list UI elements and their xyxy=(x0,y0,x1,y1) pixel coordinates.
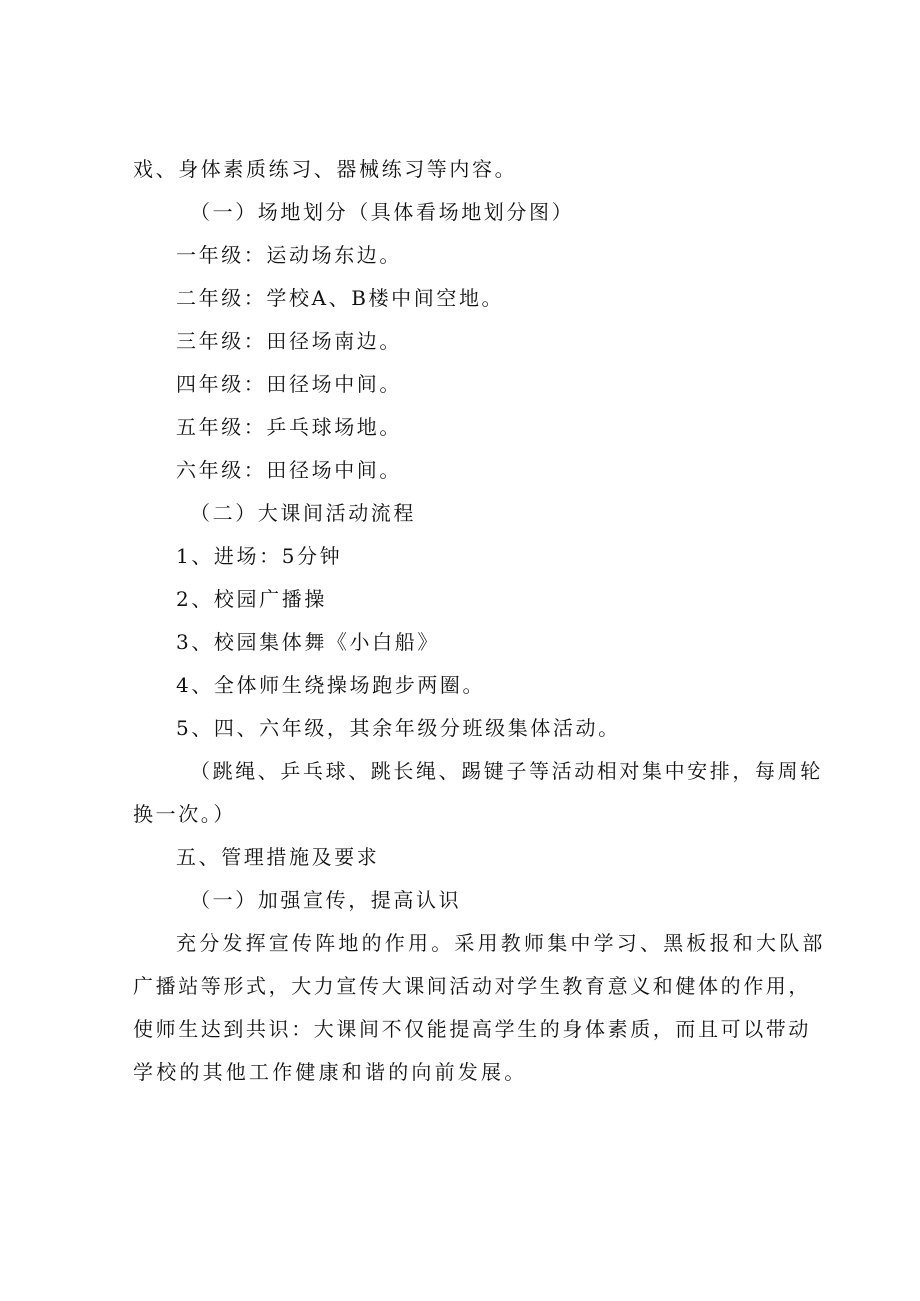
list-item: 3、校园集体舞《小白船》 xyxy=(176,630,440,654)
list-item: 一年级：运动场东边。 xyxy=(176,243,402,267)
list-item: 五年级：乒乓球场地。 xyxy=(176,415,402,439)
section-heading: （二）大课间活动流程 xyxy=(190,501,416,525)
paragraph-line: 广播站等形式，大力宣传大课间活动对学生教育意义和健体的作用， xyxy=(133,974,811,998)
paragraph-line: 学校的其他工作健康和谐的向前发展。 xyxy=(133,1060,528,1084)
list-item: 5、四、六年级，其余年级分班级集体活动。 xyxy=(176,716,621,740)
list-item: 三年级：田径场南边。 xyxy=(176,329,402,353)
paragraph-line: 戏、身体素质练习、器械练习等内容。 xyxy=(133,157,518,181)
list-item: 四年级：田径场中间。 xyxy=(176,372,402,396)
paragraph-line: 换一次。） xyxy=(133,802,236,826)
list-item: 六年级：田径场中间。 xyxy=(176,458,402,482)
list-item: 二年级：学校A、B楼中间空地。 xyxy=(176,286,505,310)
list-item: 1、进场：5分钟 xyxy=(176,544,343,568)
subsection-heading: （一）加强宣传，提高认识 xyxy=(190,888,462,912)
list-item: 2、校园广播操 xyxy=(176,587,327,611)
paragraph-line: （跳绳、乒乓球、跳长绳、踢键子等活动相对集中安排，每周轮 xyxy=(190,759,823,783)
paragraph-line: 充分发挥宣传阵地的作用。采用教师集中学习、黑板报和大队部 xyxy=(176,931,826,955)
list-item: 4、全体师生绕操场跑步两圈。 xyxy=(176,673,486,697)
section-heading: 五、管理措施及要求 xyxy=(176,845,380,869)
paragraph-line: 使师生达到共识：大课间不仅能提高学生的身体素质，而且可以带动 xyxy=(133,1017,811,1041)
section-heading: （一）场地划分（具体看场地划分图） xyxy=(190,200,575,224)
